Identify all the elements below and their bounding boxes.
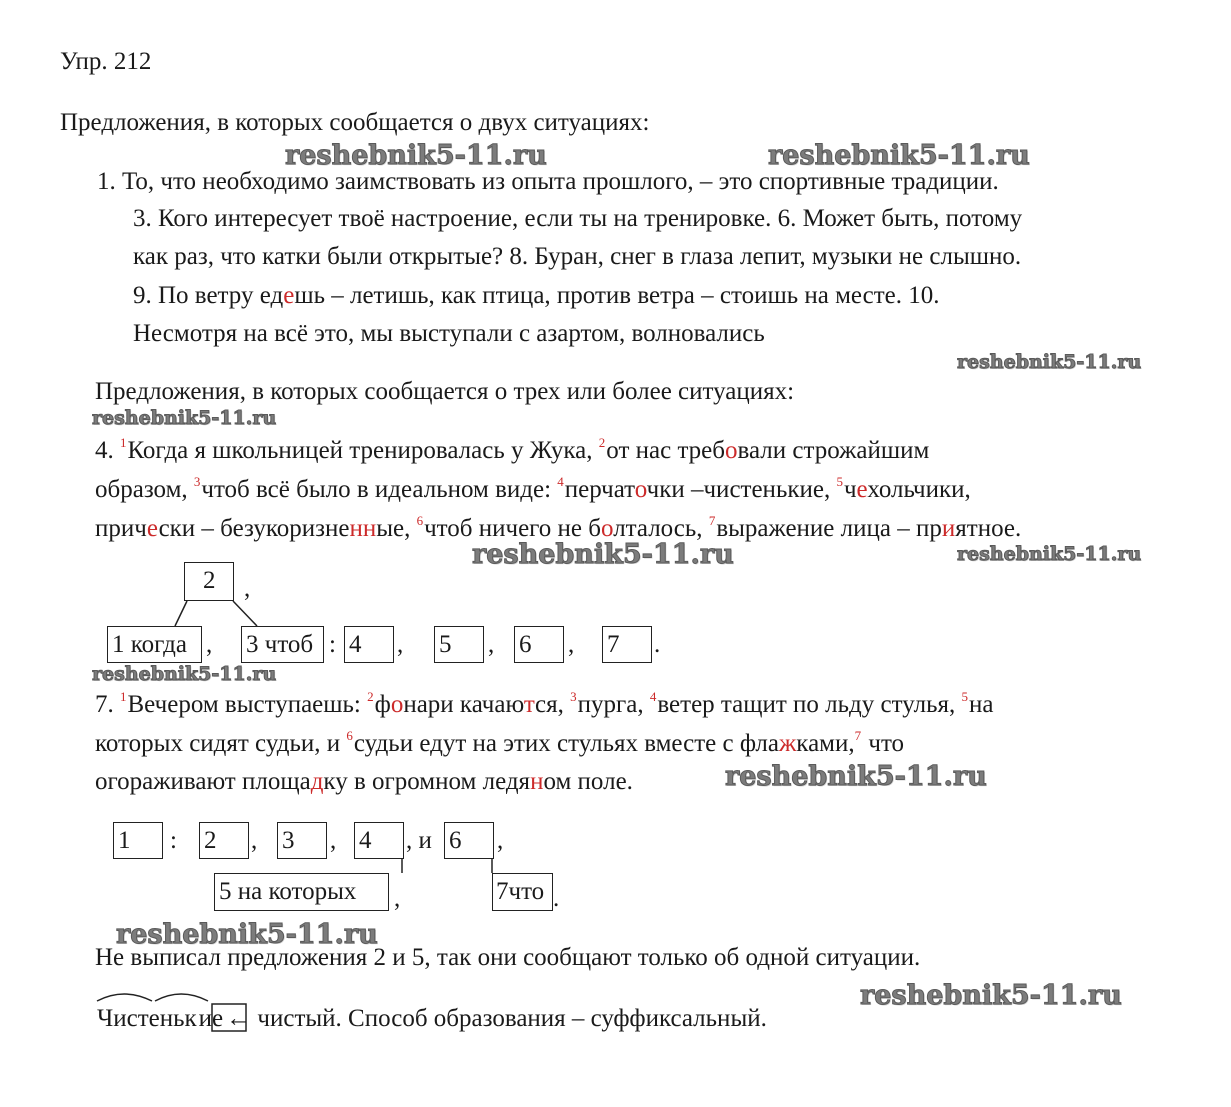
scheme-7-box-2: 2 xyxy=(199,822,249,859)
sentence-4-line-1: 4. $^1$Когда я школьницей тренировалась у Жука, $^2$от нас требовали строжайшим xyxy=(95,435,930,464)
exercise-title: Упр. 212 xyxy=(60,48,152,75)
watermark: reshebnik5-11.ru xyxy=(116,919,378,950)
scheme-7-box-4: 4 xyxy=(354,822,404,859)
watermark: reshebnik5-11.ru xyxy=(860,980,1122,1011)
watermark: reshebnik5-11.ru xyxy=(957,351,1142,373)
scheme-4-box-6: 6 xyxy=(514,626,564,663)
scheme-4-comma: , xyxy=(206,631,213,658)
scheme-4-colon: : xyxy=(329,631,336,658)
word-stem: Чистеньк xyxy=(97,1005,197,1032)
scheme-7-box-7: 7что xyxy=(492,873,553,911)
watermark: reshebnik5-11.ru xyxy=(92,407,277,429)
note-text: Не выписал предложения 2 и 5, так они сообщают только об одной ситуации. xyxy=(95,944,921,971)
watermark: reshebnik5-11.ru xyxy=(768,140,1030,171)
watermark: reshebnik5-11.ru xyxy=(725,761,987,792)
scheme-4-box-4: 4 xyxy=(344,626,394,663)
word-ending: ие xyxy=(198,1005,224,1032)
scheme-7-box-3: 3 xyxy=(277,822,327,859)
scheme-7-and: , и xyxy=(406,827,432,854)
scheme-7-colon: : xyxy=(170,827,177,854)
scheme-7-comma: , xyxy=(497,827,504,854)
sentence-10-line: Несмотря на всё это, мы выступали с азартом, волновались xyxy=(133,320,765,347)
scheme-4-box-1: 1 когда xyxy=(107,626,202,663)
scheme-4-comma: , xyxy=(488,631,495,658)
watermark: reshebnik5-11.ru xyxy=(285,140,547,171)
section-two-heading: Предложения, в которых сообщается о двух ситуациях: xyxy=(60,109,650,136)
scheme-4-box-5: 5 xyxy=(434,626,484,663)
watermark: reshebnik5-11.ru xyxy=(957,543,1142,565)
sentence-3-6-line: 3. Кого интересует твоё настроение, если ты на тренировке. 6. Может быть, потому xyxy=(133,205,1023,232)
scheme-7-comma: , xyxy=(394,885,401,912)
sentence-6-8-line: как раз, что катки были открытые? 8. Буран, снег в глаза лепит, музыки не слышно. xyxy=(133,243,1022,270)
morpheme-line xyxy=(97,1006,767,1031)
scheme-4-period: . xyxy=(654,631,661,658)
scheme-4-box-2: 2 xyxy=(184,562,234,601)
scheme-7-box-1: 1 xyxy=(113,822,163,859)
sentence-1-line: 1. То, что необходимо заимствовать из опыта прошлого, – это спортивные традиции. xyxy=(97,168,999,195)
scheme-4-comma: , xyxy=(244,575,251,602)
section-three-heading: Предложения, в которых сообщается о трех или более ситуациях: xyxy=(95,378,795,405)
scheme-7-box-6: 6 xyxy=(444,822,494,859)
scheme-7-comma: , xyxy=(251,827,258,854)
scheme-7-box-5: 5 на которых xyxy=(214,873,389,911)
sentence-7-line-3: огораживают площадку в огромном ледяном поле. xyxy=(95,768,633,795)
sentence-9-line: 9. По ветру едешь – летишь, как птица, против ветра – стоишь на месте. 10. xyxy=(133,282,940,309)
watermark: reshebnik5-11.ru xyxy=(472,539,734,570)
watermark: reshebnik5-11.ru xyxy=(92,663,277,685)
sentence-7-line-2: которых сидят судьи, и $^6$судьи едут на этих стульях вместе с флажками,$^7$ что xyxy=(95,728,905,757)
derivation-text: ← чистый. Способ образования – суффиксальный. xyxy=(226,1005,767,1032)
scheme-4-box-3: 3 чтоб xyxy=(241,626,324,663)
sentence-7-line-1: 7. $^1$Вечером выступаешь: $^2$фонари качаются, $^3$пурга, $^4$ветер тащит по льду стулья, $^5$на xyxy=(95,689,994,718)
scheme-4-box-7: 7 xyxy=(602,626,652,663)
sentence-4-line-3: прически – безукоризненные, $^6$чтоб ничего не болталось, $^7$выражение лица – приятное. xyxy=(95,513,1022,542)
scheme-4-comma: , xyxy=(568,631,575,658)
scheme-4-comma: , xyxy=(397,631,404,658)
sentence-4-line-2: образом, $^3$чтоб всё было в идеальном виде: $^4$перчаточки –чистенькие, $^5$чехольчики, xyxy=(95,474,971,503)
scheme-7-comma: , xyxy=(330,827,337,854)
scheme-7-period: . xyxy=(553,885,560,912)
